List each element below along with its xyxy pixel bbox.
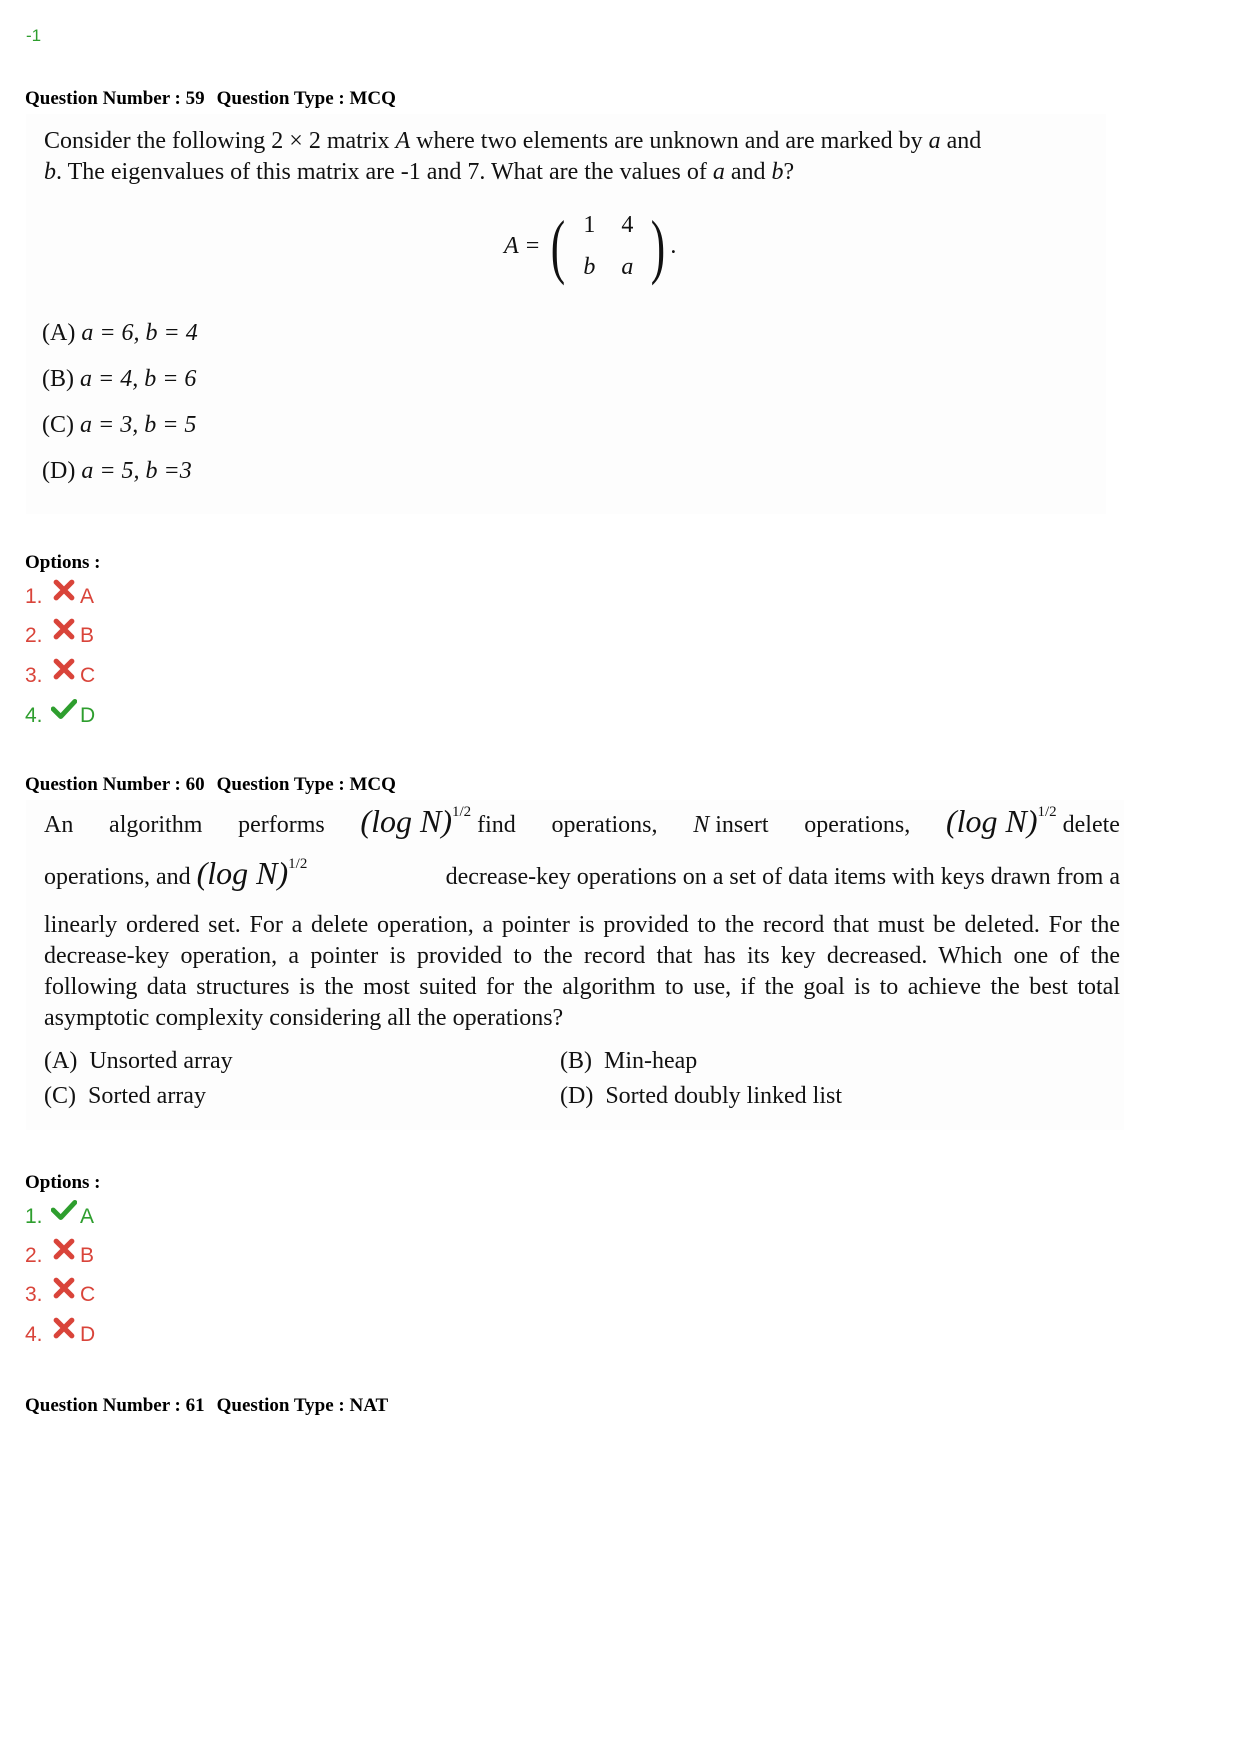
question-59-body <box>26 114 1106 514</box>
choice-B: (B) a = 4, b = 6 <box>42 366 197 392</box>
checkmark-icon <box>51 696 77 722</box>
choice-B: (B) Min-heap <box>560 1048 698 1074</box>
choice-A: (A) a = 6, b = 4 <box>42 320 198 346</box>
question-60-body <box>26 800 1124 1130</box>
choice-D: (D) a = 5, b =3 <box>42 458 192 484</box>
cross-icon <box>51 1275 77 1301</box>
checkmark-icon <box>51 1197 77 1223</box>
option-row[interactable]: 2. B <box>25 1242 94 1270</box>
log-expression: (log N) <box>360 803 452 839</box>
cross-icon <box>51 616 77 642</box>
question-number: Question Number : 60 <box>25 774 205 795</box>
option-row[interactable]: 4. D <box>25 1321 95 1349</box>
question-60-choices <box>44 1044 1124 1114</box>
question-number: Question Number : 59 <box>25 88 205 109</box>
choice-A: (A) Unsorted array <box>44 1048 233 1074</box>
question-number: Question Number : 61 <box>25 1395 205 1416</box>
question-60-text: An algorithm performs (log N)$^{1/2}$ find operations, N insert operations, (log N)$^{1/2}$ delete operations, and (log N)$^{1/2}$ decrease-key operations on a set of data items with keys drawn from a linearly ordered set. For a delete operation, a pointer is provided to the record that must be deleted. For the decrease-key operation, a pointer is provided to the record that has its key decreased. Which one of the following data structures is the most suited for the algorithm to use, if the goal is to achieve the best total asymptotic complexity considering all the operations? <box>44 803 1120 1031</box>
question-type: Question Type : MCQ <box>216 774 396 795</box>
option-row[interactable]: 3. C <box>25 1281 95 1309</box>
question-59-header <box>25 88 396 110</box>
matrix-cell: 1 <box>583 211 596 238</box>
choice-C: (C) a = 3, b = 5 <box>42 412 197 438</box>
matrix-cell: 4 <box>621 211 634 238</box>
question-59-text: Consider the following 2 × 2 matrix A where two elements are unknown and are marked by a and b. The eigenvalues of this matrix are -1 and 7. What are the values of a and b? <box>44 128 982 185</box>
option-row[interactable]: 2. B <box>25 622 94 650</box>
question-type: Question Type : MCQ <box>216 88 396 109</box>
options-title: Options : <box>25 552 101 573</box>
question-61-header <box>25 1395 388 1417</box>
cross-icon <box>51 1315 77 1341</box>
cross-icon <box>51 656 77 682</box>
option-row[interactable]: 1. A <box>25 583 94 611</box>
choice-C: (C) Sorted array <box>44 1083 206 1109</box>
log-expression: (log N) <box>196 855 289 891</box>
matrix-cell: b <box>583 253 596 280</box>
matrix-lhs: A = <box>504 232 541 259</box>
question-60-header <box>25 774 396 796</box>
choice-D: (D) Sorted doubly linked list <box>560 1083 842 1109</box>
option-row[interactable]: 3. C <box>25 662 95 690</box>
question-type: Question Type : NAT <box>216 1395 389 1416</box>
log-expression: (log N) <box>945 803 1038 839</box>
page-number: -1 <box>26 26 42 45</box>
cross-icon <box>51 1236 77 1262</box>
option-row[interactable]: 4. D <box>25 702 95 730</box>
options-title: Options : <box>25 1172 101 1193</box>
matrix-cell: a <box>621 253 634 280</box>
option-row[interactable]: 1. A <box>25 1203 94 1231</box>
matrix-A: A = ( 1 4 b a ) . <box>504 206 677 286</box>
cross-icon <box>51 577 77 603</box>
